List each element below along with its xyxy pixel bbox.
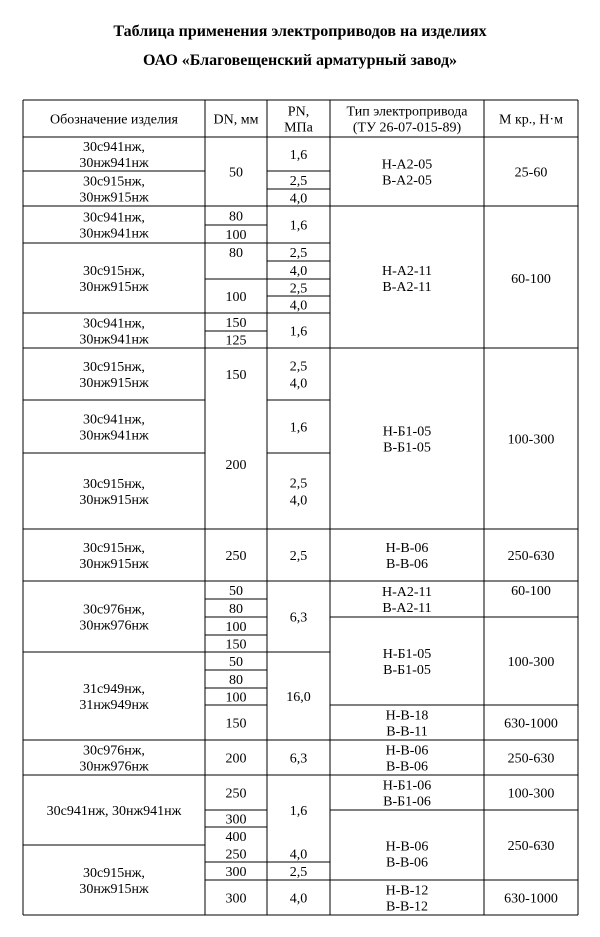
designation-cell: 30с915нж, <box>83 477 145 492</box>
torque-cell: 250-630 <box>507 549 555 564</box>
designation-cell: 30с941нж, <box>83 210 145 226</box>
dn-cell: 100 <box>225 690 247 706</box>
dn-cell: 150 <box>225 637 247 653</box>
torque-cell: 60-100 <box>511 272 551 287</box>
designation-cell: 30нж941нж <box>79 428 149 444</box>
drive-type-cell: В-В-11 <box>386 724 428 740</box>
pn-cell: 1,6 <box>289 324 308 340</box>
designation-cell: 30с941нж, <box>83 140 145 155</box>
drive-type-cell: В-А2-05 <box>382 173 432 189</box>
designation-cell: 30с941нж, <box>83 316 145 332</box>
pn-cell: 2,5 <box>289 476 308 492</box>
dn-cell: 250 <box>225 847 247 863</box>
drive-type-cell: Н-А2-11 <box>381 585 433 600</box>
dn-cell: 80 <box>229 602 243 617</box>
designation-cell: 30нж915нж <box>79 493 149 508</box>
designation-cell: 30с915нж, <box>83 264 145 279</box>
designation-cell: 31с949нж, <box>83 682 145 697</box>
torque-cell: 25-60 <box>514 165 548 181</box>
header-type: Тип электропривода <box>346 104 468 120</box>
page-title: Таблица применения электроприводов на изделиях <box>113 23 487 40</box>
drive-type-cell: Н-Б1-05 <box>382 647 432 662</box>
dn-cell: 80 <box>229 246 243 261</box>
dn-cell: 300 <box>225 812 247 828</box>
pn-cell: 4,0 <box>289 847 308 863</box>
dn-cell: 300 <box>225 891 247 907</box>
drive-type-cell: В-Б1-06 <box>383 794 431 810</box>
drive-type-cell: В-В-12 <box>386 899 428 915</box>
dn-cell: 150 <box>225 716 247 732</box>
pn-cell: 6,3 <box>289 610 308 626</box>
pn-cell: 4,0 <box>289 298 308 314</box>
designation-cell: 30с976нж, <box>83 743 145 759</box>
pn-cell: 2,5 <box>289 359 308 375</box>
drive-type-cell: Н-Б1-06 <box>382 778 432 794</box>
torque-cell: 60-100 <box>511 584 551 599</box>
dn-cell: 125 <box>225 333 247 349</box>
pn-cell: 4,0 <box>289 891 308 907</box>
page-subtitle: ОАО «Благовещенский арматурный завод» <box>142 52 458 69</box>
dn-cell: 200 <box>225 458 247 473</box>
header-designation: Обозначение изделия <box>50 112 178 128</box>
designation-cell: 30нж941нж <box>79 156 149 171</box>
header-type: (ТУ 26-07-015-89) <box>352 120 462 136</box>
torque-cell: 100-300 <box>507 432 555 448</box>
designation-cell: 30нж941нж <box>79 332 149 348</box>
designation-cell: 31нж949нж <box>79 698 149 713</box>
designation-cell: 30с915нж, <box>83 866 145 881</box>
torque-cell: 250-630 <box>507 751 555 767</box>
header-pn: МПа <box>284 120 313 136</box>
designation-cell: 30с976нж, <box>83 602 145 618</box>
dn-cell: 400 <box>225 830 247 845</box>
torque-cell: 630-1000 <box>504 891 558 907</box>
designation-cell: 30с915нж, <box>83 174 145 190</box>
dn-cell: 100 <box>225 620 247 635</box>
drive-type-cell: В-В-06 <box>386 759 428 775</box>
dn-cell: 200 <box>225 751 247 767</box>
dn-cell: 80 <box>229 673 243 688</box>
torque-cell: 100-300 <box>507 655 555 670</box>
designation-cell: 30с915нж, <box>83 541 145 556</box>
dn-cell: 250 <box>225 786 247 802</box>
designation-cell: 30нж915нж <box>79 280 149 295</box>
dn-cell: 100 <box>225 228 247 243</box>
header-torque: М кр., Н·м <box>499 112 563 128</box>
drive-type-cell: Н-А2-05 <box>381 157 433 173</box>
drive-type-cell: Н-В-06 <box>385 541 429 556</box>
designation-cell: 30с915нж, <box>83 360 145 375</box>
pn-cell: 4,0 <box>289 493 308 509</box>
drive-type-cell: В-В-06 <box>386 855 428 871</box>
dn-cell: 80 <box>229 209 243 225</box>
drive-type-cell: Н-В-18 <box>385 708 429 724</box>
pn-cell: 1,6 <box>289 148 308 163</box>
drive-type-cell: Н-Б1-05 <box>382 424 432 440</box>
header-dn: DN, мм <box>213 112 259 128</box>
dn-cell: 150 <box>225 368 247 383</box>
drive-type-cell: В-А2-11 <box>382 280 432 295</box>
torque-cell: 100-300 <box>507 786 555 802</box>
designation-cell: 30с941нж, <box>83 412 145 428</box>
pn-cell: 2,5 <box>289 174 308 189</box>
pn-cell: 6,3 <box>289 751 308 767</box>
pn-cell: 4,0 <box>289 264 308 279</box>
pn-cell: 1,6 <box>289 804 308 819</box>
pn-cell: 16,0 <box>286 690 311 705</box>
drive-type-cell: В-Б1-05 <box>383 663 431 678</box>
drive-type-cell: В-Б1-05 <box>383 440 431 456</box>
header-pn: PN, <box>287 104 310 120</box>
pn-cell: 2,5 <box>289 549 308 564</box>
dn-cell: 150 <box>225 316 247 331</box>
pn-cell: 2,5 <box>289 865 308 880</box>
drive-type-cell: В-В-06 <box>386 557 428 572</box>
drive-type-cell: Н-А2-11 <box>381 264 433 279</box>
dn-cell: 50 <box>229 165 243 181</box>
designation-cell: 30нж941нж <box>79 226 149 242</box>
designation-cell: 30с941нж, 30нж941нж <box>46 804 182 819</box>
designation-cell: 30нж915нж <box>79 557 149 572</box>
dn-cell: 50 <box>229 584 243 599</box>
designation-cell: 30нж976нж <box>79 618 149 634</box>
designation-cell: 30нж976нж <box>79 759 149 775</box>
dn-cell: 100 <box>225 290 247 305</box>
dn-cell: 250 <box>225 549 247 564</box>
drive-type-cell: Н-В-12 <box>385 883 429 899</box>
designation-cell: 30нж915нж <box>79 882 149 897</box>
pn-cell: 4,0 <box>289 191 308 207</box>
designation-cell: 30нж915нж <box>79 190 149 206</box>
dn-cell: 50 <box>229 655 243 670</box>
pn-cell: 1,6 <box>289 420 308 436</box>
drive-type-cell: Н-В-06 <box>385 743 429 759</box>
dn-cell: 300 <box>225 865 247 880</box>
pn-cell: 2,5 <box>289 281 308 297</box>
drive-type-cell: Н-В-06 <box>385 839 429 855</box>
pn-cell: 1,6 <box>289 218 308 234</box>
pn-cell: 2,5 <box>289 246 308 261</box>
torque-cell: 630-1000 <box>504 716 558 732</box>
drive-type-cell: В-А2-11 <box>382 601 432 616</box>
torque-cell: 250-630 <box>507 839 555 854</box>
pn-cell: 4,0 <box>289 376 308 392</box>
designation-cell: 30нж915нж <box>79 376 149 391</box>
